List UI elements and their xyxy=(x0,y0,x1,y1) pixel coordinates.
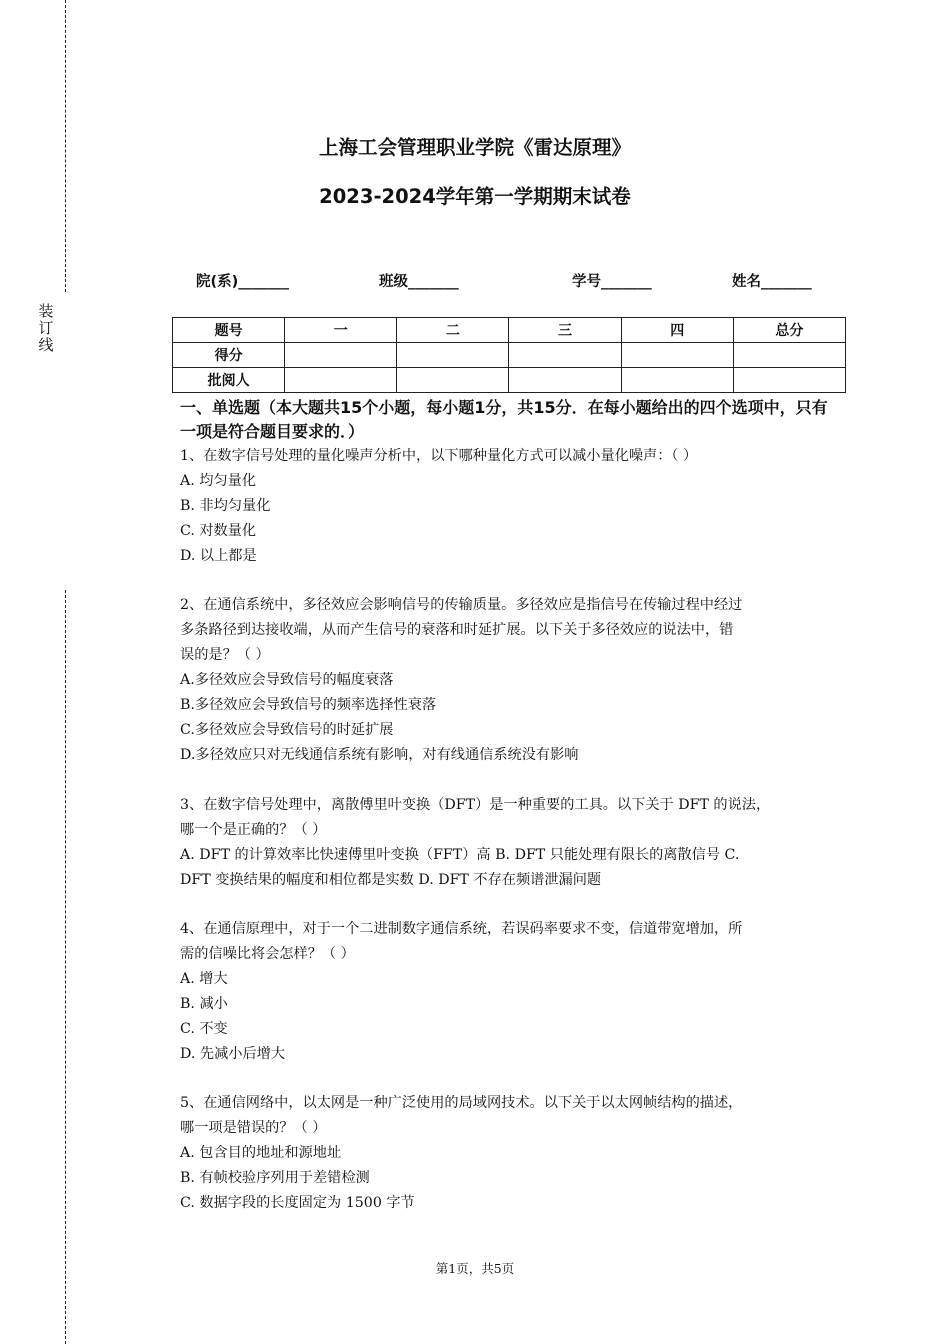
question-stem: 5、在通信网络中，以太网是一种广泛使用的局域网技术。以下关于以太网帧结构的描述， xyxy=(180,1095,743,1111)
question-line: DFT 变换结果的幅度和相位都是实数 D. DFT 不存在频谱泄漏问题 xyxy=(180,872,602,888)
question-option: A. 增大 xyxy=(180,971,228,987)
table-header-cell: 题号 xyxy=(173,318,285,343)
question-line: 3、在数字信号处理中，离散傅里叶变换（DFT）是一种重要的工具。以下关于 DFT 的说法， xyxy=(180,797,771,813)
question-option: B. 减小 xyxy=(180,996,228,1012)
score-cell xyxy=(397,343,509,368)
section-heading: 一、单选题（本大题共15个小题，每小题1分，共15分．在每小题给出的四个选项中，只有一项是符合题目要求的．） xyxy=(180,398,828,441)
dept-field: 院(系)_______ xyxy=(196,274,290,290)
exam-title: 上海工会管理职业学院《雷达原理》 xyxy=(318,136,631,159)
question-option: C. 不变 xyxy=(180,1021,228,1037)
question-option: B.多径效应会导致信号的频率选择性衰落 xyxy=(180,697,437,713)
grader-cell xyxy=(509,368,621,393)
grader-cell xyxy=(733,368,845,393)
table-header-cell: 四 xyxy=(621,318,733,343)
grader-cell xyxy=(397,368,509,393)
student-number-field: 学号_______ xyxy=(572,274,652,290)
grader-cell xyxy=(621,368,733,393)
exam-subtitle: 2023-2024学年第一学期期末试卷 xyxy=(319,185,631,208)
question-stem: 误的是？（ ） xyxy=(180,647,270,663)
score-cell xyxy=(285,343,397,368)
score-table xyxy=(172,317,846,393)
class-field: 班级_______ xyxy=(379,274,459,290)
grader-row xyxy=(173,368,846,393)
grader-cell xyxy=(285,368,397,393)
student-info-row xyxy=(0,270,950,292)
question-option: A. 包含目的地址和源地址 xyxy=(180,1145,342,1161)
table-header-cell: 一 xyxy=(285,318,397,343)
score-cell xyxy=(733,343,845,368)
binding-dashed-line-bottom xyxy=(65,590,66,1344)
question-stem: 需的信噪比将会怎样？（ ） xyxy=(180,946,355,962)
question-option: B. 非均匀量化 xyxy=(180,498,271,514)
question-option: C. 对数量化 xyxy=(180,523,257,539)
question-line: A. DFT 的计算效率比快速傅里叶变换（FFT）高 B. DFT 只能处理有限长的离散信号 C. xyxy=(180,847,740,863)
row-label-cell: 得分 xyxy=(173,343,285,368)
question-option: A.多径效应会导致信号的幅度衰落 xyxy=(180,672,394,688)
score-cell xyxy=(621,343,733,368)
question-option: D.多径效应只对无线通信系统有影响，对有线通信系统没有影响 xyxy=(180,747,579,763)
binding-char: 订 xyxy=(38,319,54,337)
question-stem: 多条路径到达接收端，从而产生信号的衰落和时延扩展。以下关于多径效应的说法中，错 xyxy=(180,622,734,638)
binding-char: 线 xyxy=(38,336,54,354)
binding-label xyxy=(37,303,55,354)
question-stem: 2、在通信系统中，多径效应会影响信号的传输质量。多径效应是指信号在传输过程中经过 xyxy=(180,597,743,613)
question-option: D. 先减小后增大 xyxy=(180,1046,286,1062)
question-option: C. 数据字段的长度固定为 1500 字节 xyxy=(180,1195,415,1211)
question-option: A. 均匀量化 xyxy=(180,473,257,489)
question-line: 哪一个是正确的？（ ） xyxy=(180,822,327,838)
question-option: B. 有帧校验序列用于差错检测 xyxy=(180,1170,370,1186)
score-table-header-row xyxy=(173,318,846,343)
name-field: 姓名_______ xyxy=(732,274,812,290)
binding-char: 装 xyxy=(38,302,54,320)
row-label-cell: 批阅人 xyxy=(173,368,285,393)
question-option: C.多径效应会导致信号的时延扩展 xyxy=(180,722,394,738)
question-stem: 哪一项是错误的？（ ） xyxy=(180,1120,327,1136)
table-header-cell: 三 xyxy=(509,318,621,343)
question-stem: 4、在通信原理中，对于一个二进制数字通信系统，若误码率要求不变，信道带宽增加，所 xyxy=(180,921,743,937)
score-row xyxy=(173,343,846,368)
question-stem: 1、在数字信号处理的量化噪声分析中，以下哪种量化方式可以减小量化噪声：（ ） xyxy=(180,448,698,464)
table-header-cell: 总分 xyxy=(733,318,845,343)
question-option: D. 以上都是 xyxy=(180,548,257,564)
score-cell xyxy=(509,343,621,368)
table-header-cell: 二 xyxy=(397,318,509,343)
page-footer: 第1页，共5页 xyxy=(435,1261,515,1276)
